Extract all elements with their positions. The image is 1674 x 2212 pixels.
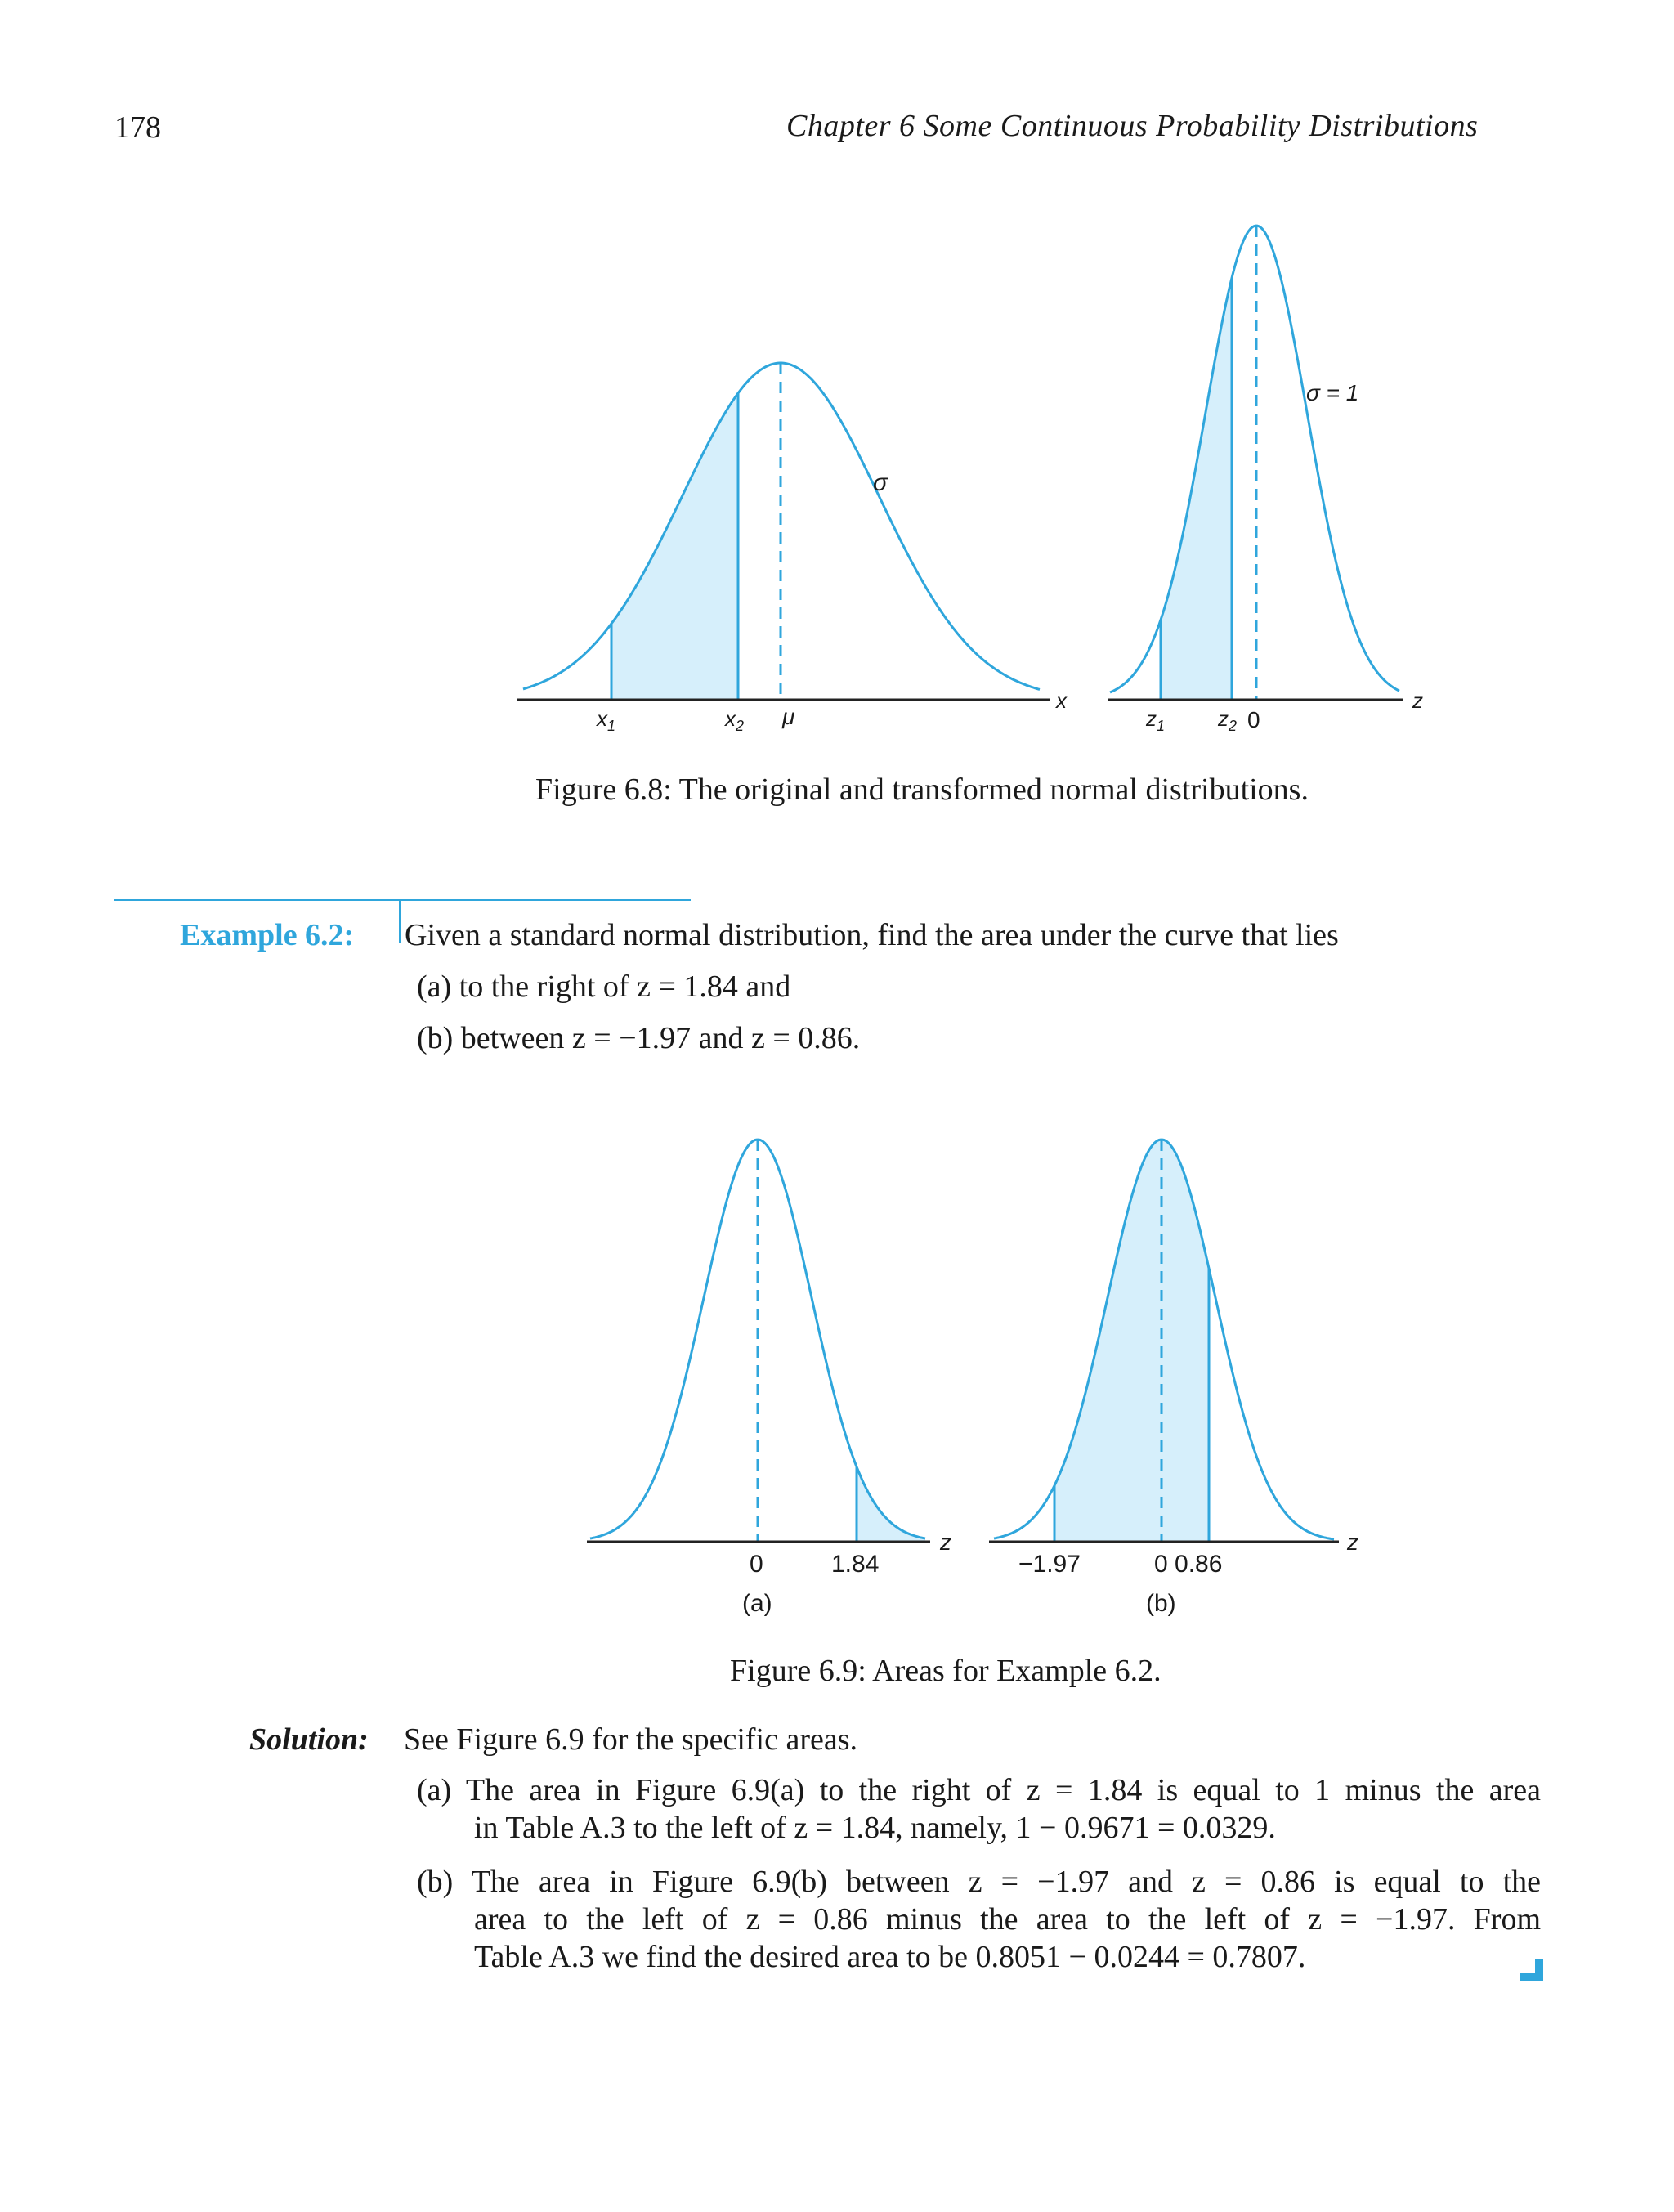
page-number: 178	[114, 110, 161, 145]
z-axis-label: z	[1412, 688, 1423, 713]
figure-6-8-left-panel	[517, 363, 1068, 734]
shaded-area-z1-z2	[1161, 278, 1232, 700]
example-intro: Given a standard normal distribution, find the area under the curve that lies	[405, 918, 1339, 952]
example-bar	[399, 899, 401, 943]
tick-zero-a: 0	[750, 1551, 763, 1578]
example-rule	[114, 899, 691, 901]
solution-label: Solution:	[249, 1722, 369, 1757]
sigma-label: σ	[873, 469, 888, 496]
shaded-area-x1-x2	[611, 393, 738, 700]
solution-b-line3: Table A.3 we find the desired area to be 0.8051 − 0.0244 = 0.7807.	[474, 1940, 1306, 1974]
sigma-one-label: σ = 1	[1306, 380, 1359, 405]
solution-b-line2: area to the left of z = 0.86 minus the area to the left of z = −1.97. From	[474, 1902, 1541, 1937]
panel-a-label: (a)	[742, 1590, 772, 1617]
panel-b-label: (b)	[1146, 1590, 1176, 1617]
shaded-area-right-of-1-84	[857, 1466, 925, 1542]
zero-label: 0	[1247, 707, 1260, 732]
figure-6-9-panel-b	[989, 1140, 1358, 1617]
figure-6-8-caption: Figure 6.8: The original and transformed normal distributions.	[535, 772, 1309, 807]
tick-minus-1-97: −1.97	[1018, 1551, 1081, 1578]
figure-6-9-caption: Figure 6.9: Areas for Example 6.2.	[730, 1654, 1162, 1688]
example-part-a: (a) to the right of z = 1.84 and	[417, 969, 791, 1004]
solution-b-line1: (b) The area in Figure 6.9(b) between z = −1.97 and z = 0.86 is equal to the	[417, 1865, 1541, 1899]
x1-label: $x_1$	[597, 706, 616, 734]
running-head: Chapter 6 Some Continuous Probability Distributions	[786, 109, 1479, 143]
z2-label: $z_2$	[1218, 706, 1238, 734]
tick-0-0-86: 0 0.86	[1154, 1551, 1223, 1578]
example-label: Example 6.2:	[180, 918, 355, 952]
solution-a-line2: in Table A.3 to the left of z = 1.84, namely, 1 − 0.9671 = 0.0329.	[474, 1811, 1276, 1845]
axis-label-b: z	[1347, 1529, 1358, 1555]
solution-intro: See Figure 6.9 for the specific areas.	[404, 1722, 858, 1757]
figure-6-9-panel-a	[587, 1140, 951, 1617]
axis-label-a: z	[940, 1529, 951, 1555]
example-part-b: (b) between z = −1.97 and z = 0.86.	[417, 1021, 861, 1055]
normal-curve-standard	[1110, 226, 1399, 692]
mu-label: μ	[782, 704, 795, 729]
end-of-solution-mark	[1520, 1959, 1545, 1983]
z1-label: $z_1$	[1146, 706, 1166, 734]
tick-1-84: 1.84	[831, 1551, 880, 1578]
solution-a-line1: (a) The area in Figure 6.9(a) to the right of z = 1.84 is equal to 1 minus the area	[417, 1773, 1541, 1807]
figure-6-8-right-panel	[1108, 226, 1423, 734]
x2-label: $x_2$	[725, 706, 745, 734]
x-axis-label: x	[1056, 688, 1067, 713]
